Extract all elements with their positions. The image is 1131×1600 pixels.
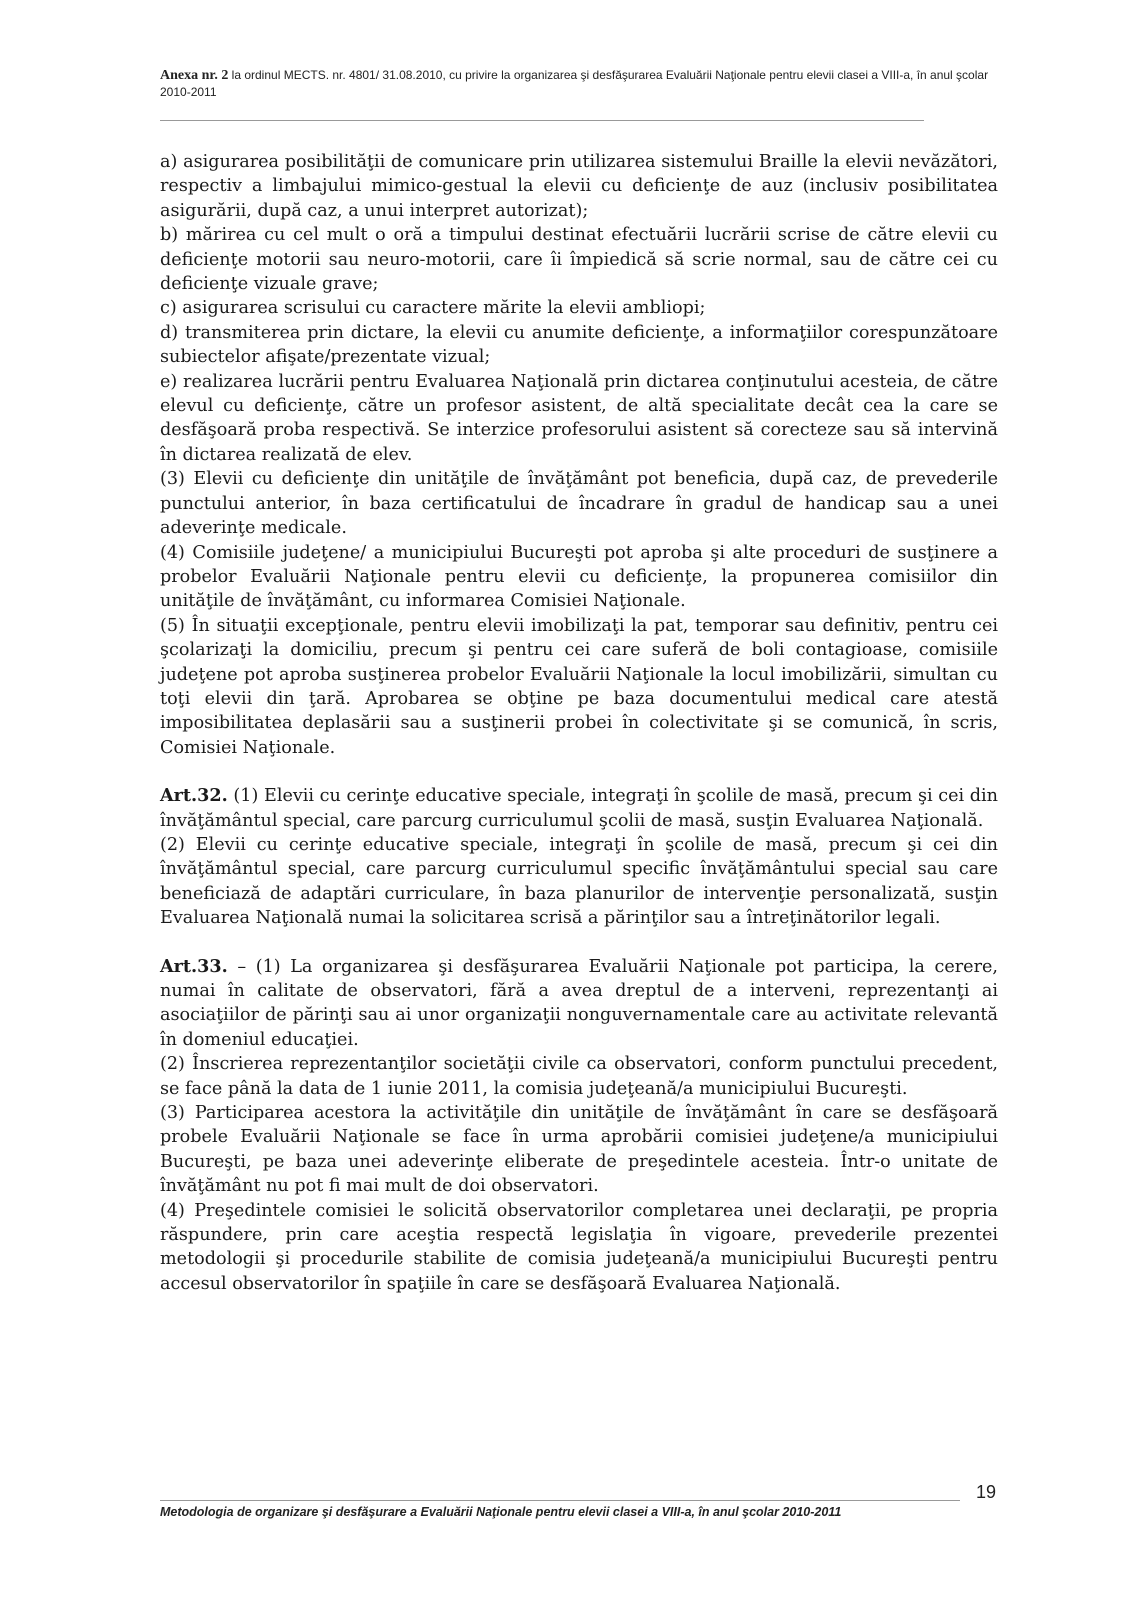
paragraph-3: (3) Elevii cu deficienţe din unităţile de învăţământ pot beneficia, după caz, de prevederile punctului anterior, în baza certificatului de încadrare în gradul de handicap sau a unei adeverinţe medicale.: [160, 469, 998, 539]
page-header: [160, 67, 995, 101]
paragraph-d: d) transmiterea prin dictare, la elevii cu anumite deficienţe, a informaţiilor corespunzătoare subiectelor afişate/prezentate vizual;: [160, 322, 998, 368]
paragraph-e: e) realizarea lucrării pentru Evaluarea Naţională prin dictarea conţinutului acesteia, de către elevul cu deficienţe, către un profesor asistent, de altă specialitate decât cea la care se desfăşoară proba respectivă. Se interzice profesorului asistent să corecteze sau să intervină în dictarea realizată de elev.: [160, 371, 998, 465]
art33-text-1: – (1) La organizarea şi desfăşurarea Evaluării Naţionale pot participa, la cerere, numai în calitate de observatori, fără a avea dreptul de a interveni, reprezentanţi ai asociaţiilor de părinţi sau ai unor organizaţii nonguvernamentale care au activitate relevantă în domeniul educaţiei.: [160, 956, 998, 1050]
document-body: [160, 150, 998, 1296]
page-number: 19: [976, 1482, 997, 1502]
art33-number: Art.33.: [160, 955, 228, 977]
art33-paragraph-3: (3) Participarea acestora la activităţile din unităţile de învăţământ în care se desfăşoară probele Evaluării Naţionale se face în urma aprobării comisiei judeţene/a municipiului Bucureşti, pe baza unei adeverinţe eliberate de preşedintele acesteia. Într-o unitate de învăţământ nu pot fi mai mult de doi observatori.: [160, 1103, 998, 1197]
header-text: la ordinul MECTS. nr. 4801/ 31.08.2010, cu privire la organizarea şi desfăşurarea Evaluării Naţionale pentru elevii clasei a VIII-a, în anul şcolar 2010-2011: [160, 68, 989, 99]
page-footer: Metodologia de organizare şi desfăşurare a Evaluării Naţionale pentru elevii clasei a VIII-a, în anul şcolar 2010-2011: [160, 1505, 842, 1519]
paragraph-5: (5) În situaţii excepţionale, pentru elevii imobilizaţi la pat, temporar sau definitiv, pentru cei şcolarizaţi la domiciliu, precum şi pentru cei care suferă de boli contagioase, comisiile judeţene pot aproba susţinerea probelor Evaluării Naţionale la locul imobilizării, simultan cu toţi elevii din ţară. Aprobarea se obţine pe baza documentului medical care atestă imposibilitatea deplasării sau a susţinerii probei în colectivitate şi se comunică, în scris, Comisiei Naţionale.: [160, 615, 998, 758]
footer-divider: [160, 1500, 960, 1501]
header-annex-label: Anexa nr. 2: [160, 68, 229, 83]
paragraph-4: (4) Comisiile judeţene/ a municipiului Bucureşti pot aproba şi alte proceduri de susţinere a probelor Evaluării Naţionale pentru elevii cu deficienţe, la propunerea comisiilor din unităţile de învăţământ, cu informarea Comisiei Naţionale.: [160, 542, 998, 612]
art32-paragraph-1: [160, 784, 998, 833]
paragraph-a: a) asigurarea posibilităţii de comunicare prin utilizarea sistemului Braille la elevii nevăzători, respectiv a limbajului mimico-gestual la elevii cu deficienţe de auz (inclusiv posibilitatea asigurării, după caz, a unui interpret autorizat);: [160, 152, 998, 221]
art33-paragraph-1: [160, 955, 998, 1053]
art33-paragraph-2: (2) Înscrierea reprezentanţilor societăţii civile ca observatori, conform punctului precedent, se face până la data de 1 iunie 2011, la comisia judeţeană/a municipiului Bucureşti.: [160, 1054, 998, 1099]
art32-paragraph-2: (2) Elevii cu cerinţe educative speciale, integraţi în şcolile de masă, precum şi cei din învăţământul special, care parcurg curriculumul specific învăţământului special sau care beneficiază de adaptări curriculare, în baza planurilor de intervenţie personalizată, susţin Evaluarea Naţională numai la solicitarea scrisă a părinţilor sau a întreţinătorilor legali.: [160, 834, 998, 929]
paragraph-b: b) mărirea cu cel mult o oră a timpului destinat efectuării lucrării scrise de către elevii cu deficienţe motorii sau neuro-motorii, care îi împiedică să scrie normal, sau de către cei cu deficienţe vizuale grave;: [160, 225, 998, 295]
art32-text-1: (1) Elevii cu cerinţe educative speciale, integraţi în şcolile de masă, precum şi cei din învăţământul special, care parcurg curriculumul şcolii de masă, susţin Evaluarea Naţională.: [160, 786, 998, 831]
header-divider: [160, 120, 924, 121]
art32-number: Art.32.: [160, 785, 228, 807]
spacer: [160, 760, 998, 784]
art33-paragraph-4: (4) Preşedintele comisiei le solicită observatorilor completarea unei declaraţii, pe propria răspundere, prin care aceştia respectă legislaţia în vigoare, prevederile prezentei metodologii şi procedurile stabilite de comisia judeţeană/a municipiului Bucureşti pentru accesul observatorilor în spaţiile în care se desfăşoară Evaluarea Naţională.: [160, 1200, 998, 1294]
spacer: [160, 931, 998, 955]
paragraph-c: c) asigurarea scrisului cu caractere mărite la elevii ambliopi;: [160, 298, 706, 319]
